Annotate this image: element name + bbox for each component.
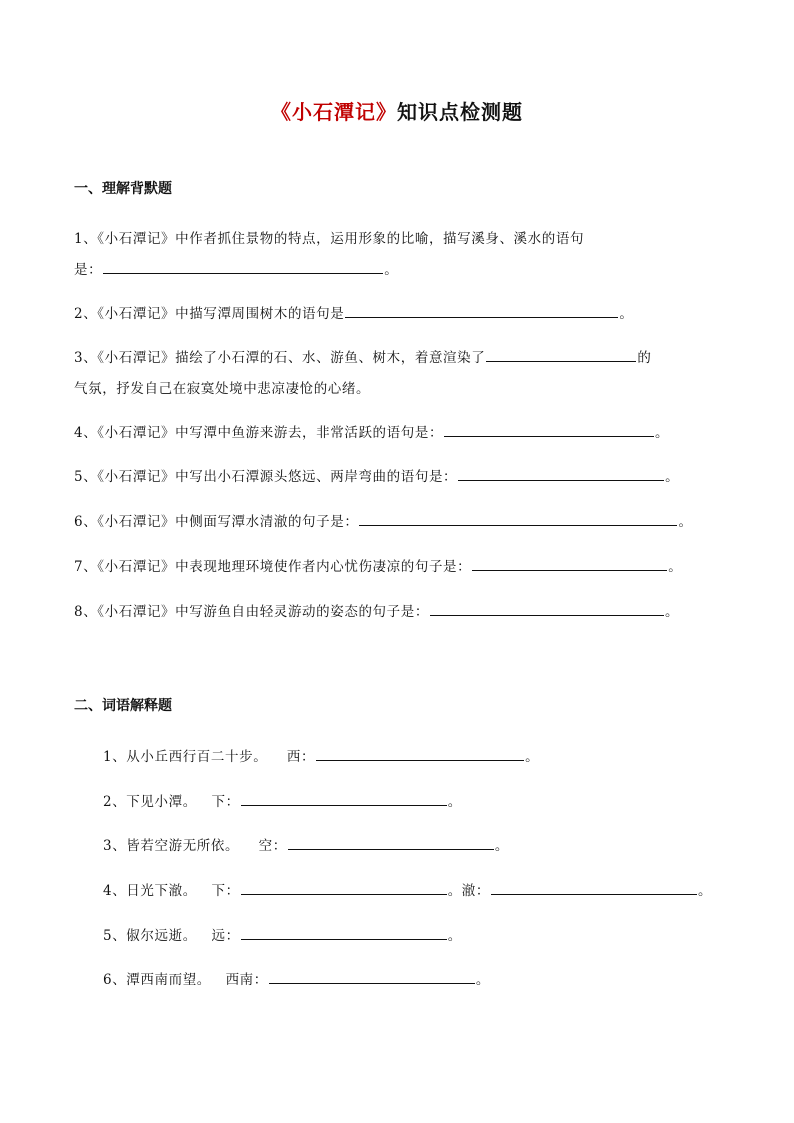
word-question-2-sentence: 2、下见小潭。 [103,794,197,810]
question-6-end: 。 [678,514,693,530]
question-8 [74,600,679,624]
question-8-answer-blank[interactable] [430,601,664,616]
page-title [0,96,794,125]
word-question-5-sentence: 5、俶尔远逝。 [103,928,197,944]
word-question-3-end: 。 [494,838,509,854]
word-question-4-term: 下： [211,883,240,899]
word-question-6-term: 西南： [225,972,268,988]
word-question-3-sentence: 3、皆若空游无所依。 [103,838,240,854]
question-4 [74,421,669,445]
word-question-6-sentence: 6、潭西南而望。 [103,972,211,988]
word-question-3-term: 空： [258,838,287,854]
question-3-line-2 [74,377,370,401]
question-4-text: 4、《小石潭记》中写潭中鱼游来游去，非常活跃的语句是： [74,425,444,441]
question-6 [74,510,693,534]
word-question-1-term: 西： [286,749,316,765]
word-question-2-end: 。 [447,794,462,810]
question-7 [74,555,682,579]
question-1-prefix: 是： [74,262,103,278]
word-question-4-answer-blank-2[interactable] [491,880,697,895]
question-1-text: 1、《小石潭记》中作者抓住景物的特点，运用形象的比喻，描写溪身、溪水的语句 [74,231,585,247]
question-2 [74,302,633,326]
question-3-line-1 [74,346,651,370]
question-8-text: 8、《小石潭记》中写游鱼自由轻灵游动的姿态的句子是： [74,604,429,620]
question-4-end: 。 [655,425,670,441]
question-3-text-cont: 气氛，抒发自己在寂寞处境中悲凉凄怆的心绪。 [74,381,371,397]
question-7-end: 。 [668,559,683,575]
title-book-name: 《小石潭记》 [271,100,397,124]
question-6-text: 6、《小石潭记》中侧面写潭水清澈的句子是： [74,514,359,530]
word-question-6-end: 。 [475,972,490,988]
word-question-6 [103,968,490,992]
question-8-end: 。 [664,604,680,620]
question-1-answer-blank[interactable] [103,259,383,274]
section-heading-vocabulary: 二、词语解释题 [74,698,172,714]
word-question-2-answer-blank[interactable] [241,791,447,806]
title-suffix: 知识点检测题 [397,100,523,124]
word-question-6-answer-blank[interactable] [269,969,475,984]
question-2-answer-blank[interactable] [345,303,618,318]
question-5 [74,465,679,489]
question-3-suffix: 的 [637,350,652,366]
question-3-text: 3、《小石潭记》描绘了小石潭的石、水、游鱼、树木，着意渲染了 [74,350,486,366]
word-question-5-end: 。 [447,928,462,944]
question-5-answer-blank[interactable] [458,466,664,481]
question-4-answer-blank[interactable] [444,422,654,437]
question-2-end: 。 [619,306,634,322]
section-heading-recitation: 一、理解背默题 [74,181,172,197]
question-2-text: 2、《小石潭记》中描写潭周围树木的语句是 [74,306,345,322]
word-question-1-end: 。 [525,749,540,765]
word-question-3-answer-blank[interactable] [288,835,494,850]
word-question-4 [103,879,712,903]
word-question-4-mid: 。澈： [447,883,490,899]
question-6-answer-blank[interactable] [359,511,677,526]
word-question-1-answer-blank[interactable] [316,746,524,761]
question-1-end: 。 [384,262,399,278]
word-question-3 [103,834,509,858]
word-question-5 [103,924,462,948]
word-question-1-sentence: 1、从小丘西行百二十步。 [103,749,268,765]
word-question-4-sentence: 4、日光下澈。 [103,883,197,899]
question-5-end: 。 [665,469,680,485]
question-7-text: 7、《小石潭记》中表现地理环境使作者内心忧伤凄凉的句子是： [74,559,472,575]
question-1-line-2 [74,258,398,282]
word-question-4-end: 。 [698,883,713,899]
word-question-5-answer-blank[interactable] [241,925,447,940]
word-question-2 [103,790,462,814]
word-question-2-term: 下： [211,794,240,810]
word-question-5-term: 远： [211,928,240,944]
question-7-answer-blank[interactable] [472,556,667,571]
question-1-line-1 [74,227,584,251]
question-5-text: 5、《小石潭记》中写出小石潭源头悠远、两岸弯曲的语句是： [74,469,458,485]
word-question-1 [103,745,539,769]
word-question-4-answer-blank-1[interactable] [241,880,447,895]
question-3-answer-blank[interactable] [486,347,636,362]
